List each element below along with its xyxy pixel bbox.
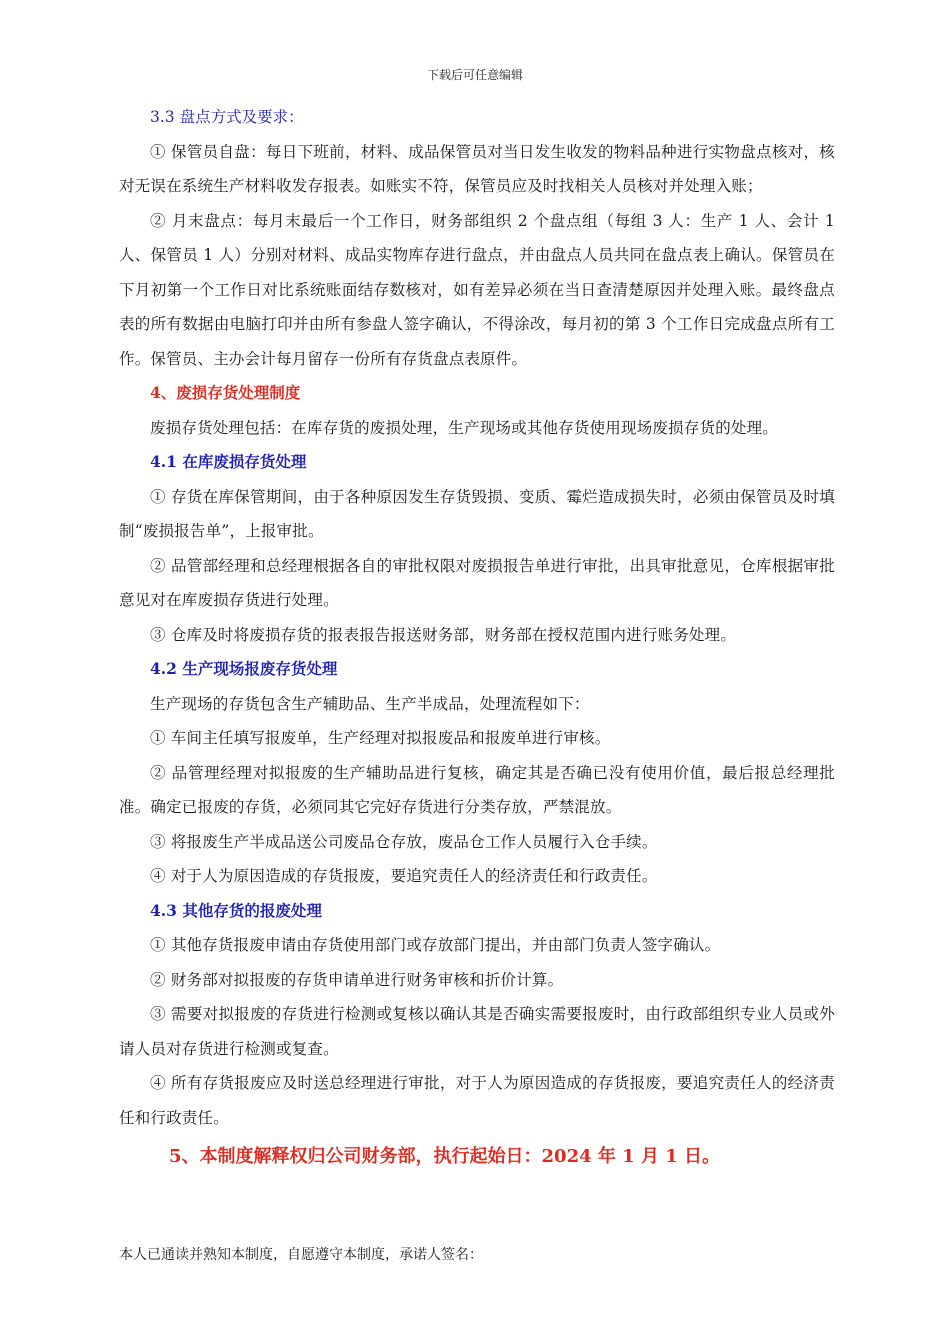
paragraph: ① 保管员自盘：每日下班前，材料、成品保管员对当日发生收发的物料品种进行实物盘点核对，核对无误在系统生产材料收发存报表。如账实不符，保管员应及时找相关人员核对并处理入账； [119, 142, 835, 195]
paragraph: ③ 将报废生产半成品送公司废品仓存放，废品仓工作人员履行入仓手续。 [150, 832, 658, 851]
section-5-heading: 5、本制度解释权归公司财务部，执行起始日：2024 年 1 月 1 日。 [169, 1146, 721, 1167]
paragraph: ③ 需要对拟报废的存货进行检测或复核以确认其是否确实需要报废时，由行政部组织专业人员或外请人员对存货进行检测或复查。 [119, 1005, 835, 1058]
section-4-3-heading: 4.3 其他存货的报废处理 [150, 900, 322, 920]
paragraph: ② 月末盘点：每月末最后一个工作日，财务部组织 2 个盘点组（每组 3 人：生产 1 人、会计 1 人、保管员 1 人）分别对材料、成品实物库存进行盘点，并由盘点人员共同在盘点表上确认。保管员在下月初第一个工作日对比系统账面结存数核对，如有差异必须在当日查清楚原因并处理入账。最终盘点表的所有数据由电脑打印并由所有参盘人签字确认，不得涂改，每月初的第 3 个工作日完成盘点所有工作。保管员、主办会计每月留存一份所有存货盘点表原件。 [119, 211, 835, 368]
paragraph: ② 品管部经理和总经理根据各自的审批权限对废损报告单进行审批，出具审批意见，仓库根据审批意见对在库废损存货进行处理。 [119, 556, 835, 609]
paragraph: ③ 仓库及时将废损存货的报表报告报送财务部，财务部在授权范围内进行账务处理。 [150, 625, 737, 644]
paragraph: ① 其他存货报废申请由存货使用部门或存放部门提出，并由部门负责人签字确认。 [150, 936, 721, 954]
paragraph: ④ 对于人为原因造成的存货报废，要追究责任人的经济责任和行政责任。 [150, 867, 658, 885]
paragraph: 废损存货处理包括：在库存货的废损处理，生产现场或其他存货使用现场废损存货的处理。 [150, 418, 779, 437]
section-4-1-heading: 4.1 在库废损存货处理 [150, 452, 307, 471]
paragraph: ② 品管理经理对拟报废的生产辅助品进行复核，确定其是否确已没有使用价值，最后报总经理批准。确定已报废的存货，必须同其它完好存货进行分类存放，严禁混放。 [119, 763, 835, 816]
document-body [119, 100, 835, 1177]
section-3-3-heading: 3.3 盘点方式及要求： [150, 108, 304, 126]
paragraph: ① 车间主任填写报废单，生产经理对拟报废品和报废单进行审核。 [150, 729, 611, 747]
section-4-2-heading: 4.2 生产现场报废存货处理 [150, 659, 338, 678]
page-header: 下载后可任意编辑 [426, 68, 523, 82]
paragraph: ① 存货在库保管期间，由于各种原因发生存货毁损、变质、霉烂造成损失时，必须由保管员及时填制“废损报告单”，上报审批。 [119, 487, 835, 540]
paragraph: 生产现场的存货包含生产辅助品、生产半成品，处理流程如下： [150, 694, 590, 713]
section-4-heading: 4、废损存货处理制度 [150, 383, 301, 402]
paragraph: ② 财务部对拟报废的存货申请单进行财务审核和折价计算。 [150, 970, 564, 989]
signature-line: 本人已通读并熟知本制度，自愿遵守本制度，承诺人签名： [119, 1247, 483, 1263]
paragraph: ④ 所有存货报废应及时送总经理进行审批，对于人为原因造成的存货报废，要追究责任人的经济责任和行政责任。 [119, 1074, 835, 1127]
